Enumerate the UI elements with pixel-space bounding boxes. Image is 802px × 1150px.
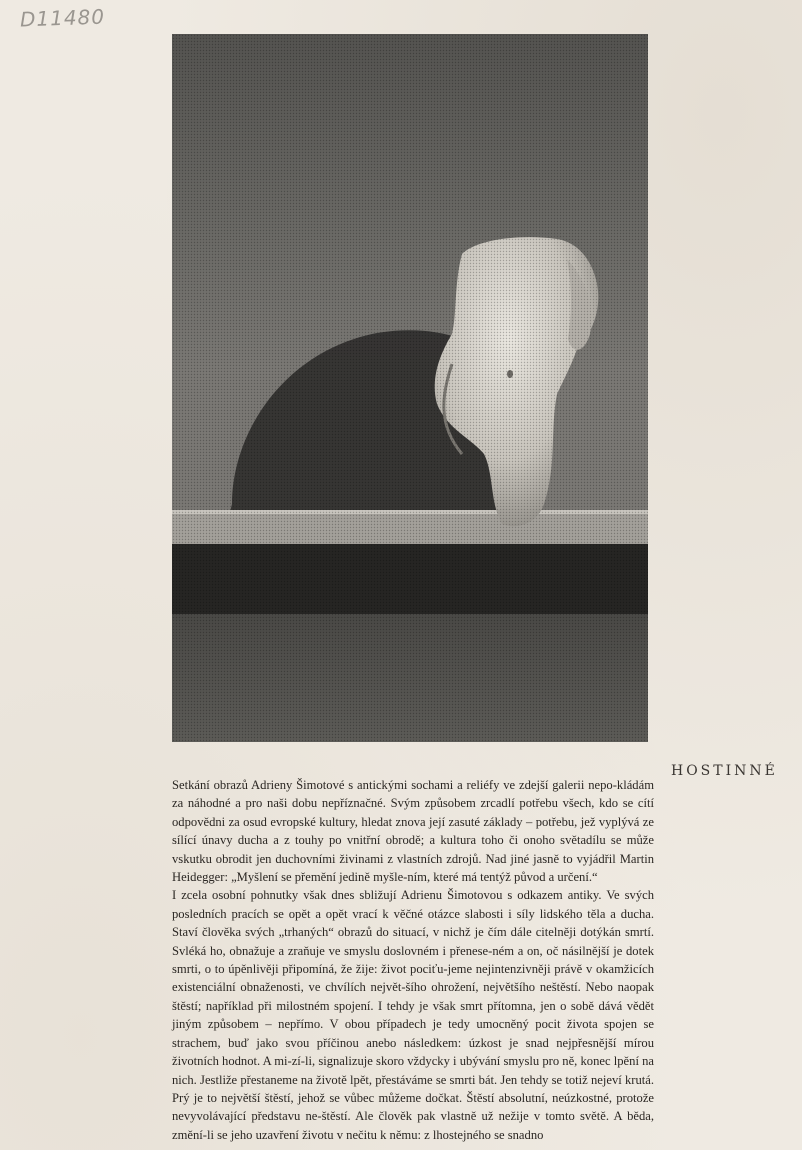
archive-mark: D11480 [19, 4, 106, 32]
paragraph-2: I zcela osobní pohnutky však dnes sbližují Adrienu Šimotovou s odkazem antiky. Ve svých posledních pracích se opět a opět vrací k věčné otázce slabosti i síly lidského těla a ducha. Staví člověka svých „trhaných“ obrazů do situací, v nichž je čím dále citelněji dotýkán smrtí. Svléká ho, obnažuje a zraňuje ve smyslu doslovném i přenese-ném a on, oč násilnější je dotek smrti, o to úpěnlivěji připomíná, že žije: život pociťu-jeme nejintenzivněji právě v okamžicích existenciální obnaženosti, ve chvílích největ-šího ohrožení, největšího neštěstí. Nebo naopak štěstí; například při milostném spojení. I tehdy je však smrt přítomna, jen o sobě dává vědět jiným způsobem – nepřímo. V obou případech je tedy umocněný pocit života spojen se strachem, buď jako svou příčinou anebo následkem: úzkost je snad nejpřesnější mírou životních hodnot. A mi-zí-li, signalizuje skoro vždycky i ubývání smyslu pro ně, konec lpění na nich. Jestliže přestaneme na životě lpět, přestáváme se smrti bát. Jen tehdy se totiž nejeví krutá. Prý je to největší štěstí, jehož se vůbec můžeme dočkat. Štěstí absolutní, neúzkostné, protože nevyvolávající představu ne-štěstí. Ale člověk pak vlastně už nežije v tomto světě. A běda, změní-li se jeho uzavření životu v nečitu k němu: z lhostejného se snadno [172, 888, 654, 1142]
sculpture-photo [172, 34, 648, 742]
sculpture-photo-drawing [172, 34, 648, 742]
article-text [172, 776, 654, 1144]
section-heading: HOSTINNÉ [671, 763, 778, 779]
paragraph-1: Setkání obrazů Adrieny Šimotové s antickými sochami a reliéfy ve zdejší galerii nepo-kládám za náhodné a pro naši dobu nepříznačné. Svým způsobem zrcadlí potřebu všech, kdo se cítí odpovědni za osud evropské kultury, hledat znova její zasuté základy – potřebu, jež vyplývá ze sílící únavy ducha a z touhy po vnitřní obrodě; a kultura toho či onoho světadílu se může vskutku obrodit jen duchovními živinami z vlastních zdrojů. Nad jiné jasně to vyjádřil Martin Heidegger: „Myšlení se přemění jedině myšle-ním, které má tentýž původ a určení.“ [172, 778, 654, 885]
